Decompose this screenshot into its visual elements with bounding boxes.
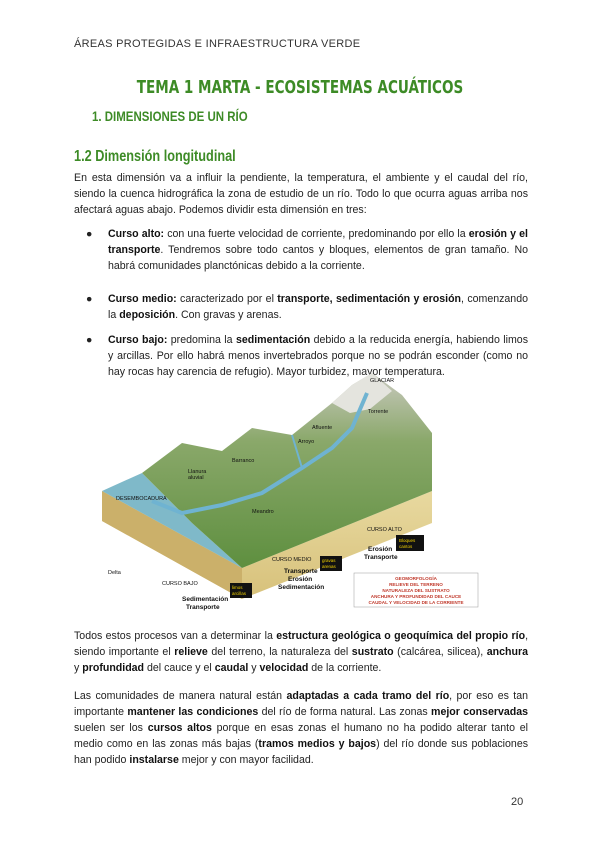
text-run: ) del río donde sus poblaciones han podido	[74, 738, 529, 766]
legend-line: RELIEVE DEL TERRENO	[389, 582, 443, 587]
text-run: . Con gravas y arenas.	[175, 309, 282, 321]
bold-run: transporte, sedimentación y erosión	[277, 293, 462, 305]
bold-run: profundidad	[82, 662, 145, 674]
processes-paragraph	[74, 628, 528, 676]
label-erosion-medio: Erosión	[288, 576, 313, 583]
text-run: En esta dimensión va a influir la pendiente, la temperatura, el ambiente y el caudal del río, siendo la cuenca hidrográfica la zona de estudio de un río. Todo lo que ocurra aguas arriba nos afectará aguas abajo. Podemos dividir esta dimensión en tres:	[74, 172, 528, 216]
bold-run: Curso bajo:	[108, 334, 168, 346]
label-sedimentacion-medio: Sedimentación	[278, 584, 325, 591]
bold-run: velocidad	[259, 662, 309, 674]
running-header: ÁREAS PROTEGIDAS E INFRAESTRUCTURA VERDE	[74, 38, 361, 50]
label-torrente: Torrente	[368, 409, 389, 415]
text-run: y	[248, 662, 260, 674]
section-heading: 1. DIMENSIONES DE UN RÍO	[92, 108, 248, 124]
label-glaciar: GLACIAR	[370, 378, 395, 384]
label-afluente: Afluente	[312, 425, 333, 431]
river-profile-figure	[102, 373, 494, 613]
legend-line: CAUDAL Y VELOCIDAD DE LA CORRIENTE	[368, 600, 464, 605]
bold-run: mejor conservadas	[431, 706, 528, 718]
bold-run: erosión y el transporte	[108, 228, 528, 256]
bullet-dot-icon: ●	[86, 293, 93, 305]
text-run: del terreno, la naturaleza del	[207, 646, 352, 658]
label-transporte-bajo: Transporte	[186, 604, 220, 611]
page-title: TEMA 1 MARTA - ECOSISTEMAS ACUÁTICOS	[136, 78, 464, 98]
text-run: , comenzando la	[108, 293, 528, 321]
bullet-dot-icon: ●	[86, 228, 93, 240]
intro-paragraph	[74, 170, 528, 218]
text-run: , por eso es tan importante	[74, 690, 528, 718]
bold-run: deposición	[119, 309, 176, 321]
bold-run: relieve	[174, 646, 208, 658]
bullet-curso-alto	[88, 226, 528, 274]
river-profile-illustration	[102, 373, 494, 613]
label-transporte-medio: Transporte	[284, 568, 318, 575]
text-run: debido a la reducida energía, habiendo limos y arcillas. Por ello habrá menos invertebrados porque no se podrán esconder (como no hay rocas hay carencia de refugio). Mayor turbidez, mayor temperatura.	[108, 334, 529, 378]
box-bloques-text: Bloques cantos	[399, 538, 416, 549]
bold-run: instalarse	[129, 754, 179, 766]
subsection-heading: 1.2 Dimensión longitudinal	[74, 148, 236, 165]
legend-line: NATURALEZA DEL SUSTRATO	[382, 588, 450, 593]
bold-run: anchura	[486, 646, 528, 658]
bold-run: tramos medios y bajos	[258, 738, 377, 750]
bold-run: sustrato	[351, 646, 394, 658]
text-run: suelen ser los	[74, 722, 148, 734]
text-run: y	[74, 662, 83, 674]
box-limos-text: limos arcillas	[232, 585, 247, 596]
communities-paragraph	[74, 688, 528, 768]
label-llanura: Llanura aluvial	[188, 469, 207, 481]
bold-run: sedimentación	[235, 334, 311, 346]
text-run: mejor y con mayor facilidad.	[178, 754, 314, 766]
text-run: (calcárea, silicea),	[393, 646, 487, 658]
label-curso-bajo: CURSO BAJO	[162, 581, 198, 587]
bold-run: Curso alto:	[108, 228, 165, 240]
bold-run: estructura geológica o geoquímica del propio río	[276, 630, 526, 642]
bold-run: Curso medio:	[108, 293, 177, 305]
text-run: porque en esas zonas el humano no ha podido alterar tanto el medio como en las zonas más bajas (	[74, 722, 528, 750]
text-run: de la corriente.	[308, 662, 382, 674]
bold-run: adaptadas a cada tramo del río	[286, 690, 450, 702]
box-gravas-text: gravas arenas	[322, 558, 336, 569]
label-sedimentacion-bajo: Sedimentación	[182, 596, 229, 603]
label-arroyo: Arroyo	[298, 439, 315, 445]
text-run: . Tendremos sobre todo cantos y bloques, elementos de gran tamaño. No habrá comunidades planctónicas debido a la corriente.	[108, 244, 528, 272]
text-run: Las comunidades de manera natural están	[74, 690, 287, 702]
text-run: caracterizado por el	[176, 293, 278, 305]
label-delta: Delta	[108, 570, 121, 576]
bullet-curso-medio	[88, 291, 528, 323]
text-run: predomina la	[167, 334, 236, 346]
bold-run: cursos altos	[147, 722, 212, 734]
text-run: , siendo importante el	[74, 630, 529, 658]
label-meandro: Meandro	[252, 509, 274, 515]
legend-line: GEOMORFOLOGÍA	[395, 576, 437, 581]
bold-run: mantener las condiciones	[127, 706, 259, 718]
label-erosion-alto: Erosión	[368, 546, 393, 553]
legend-line: ANCHURA Y PROFUNDIDAD DEL CAUCE	[370, 594, 462, 599]
label-desembocadura: DESEMBOCADURA	[116, 496, 167, 502]
text-run: con una fuerte velocidad de corriente, predominando por ello la	[164, 228, 469, 240]
bold-run: caudal	[214, 662, 249, 674]
label-curso-alto: CURSO ALTO	[367, 527, 402, 533]
label-curso-medio: CURSO MEDIO	[272, 557, 312, 563]
text-run: del cauce y el	[144, 662, 215, 674]
label-barranco: Barranco	[232, 458, 255, 464]
text-run: del río de forma natural. Las zonas	[258, 706, 432, 718]
text-run: Todos estos procesos van a determinar la	[74, 630, 277, 642]
label-transporte-alto: Transporte	[364, 554, 398, 561]
bullet-dot-icon: ●	[86, 334, 93, 346]
page-number: 20	[511, 796, 524, 808]
